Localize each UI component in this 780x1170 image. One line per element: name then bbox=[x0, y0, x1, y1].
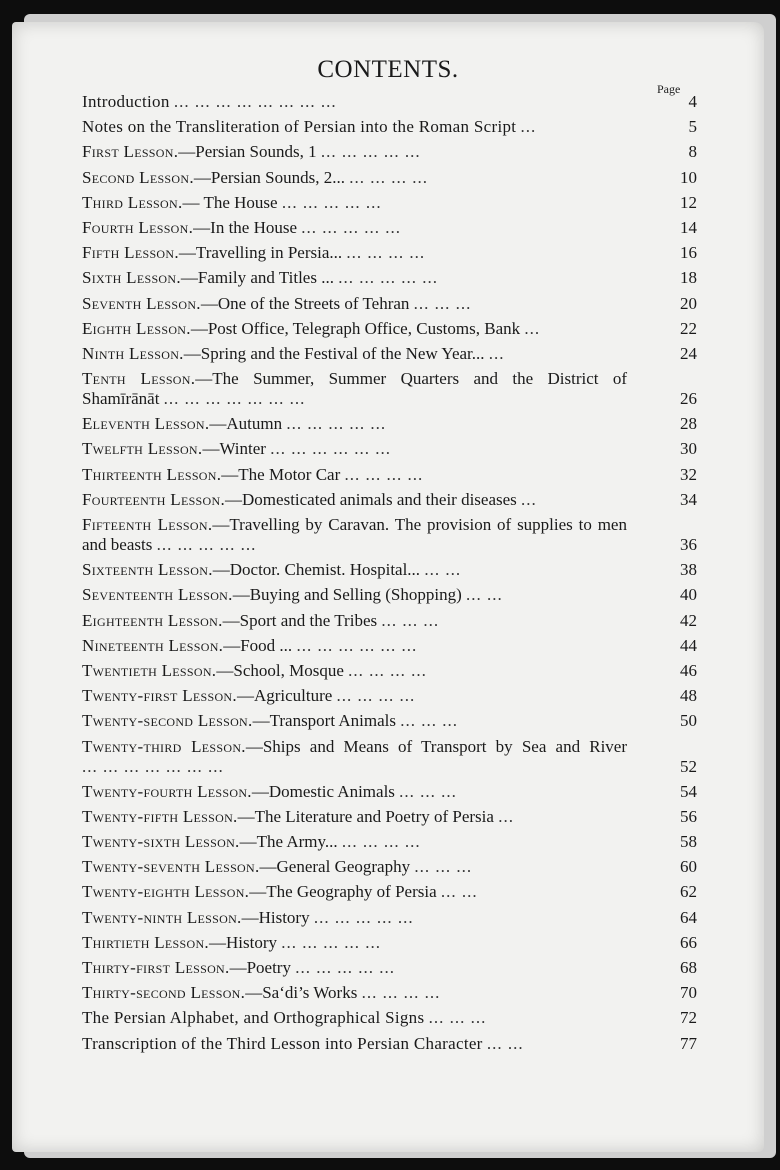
toc-entry-leader-dots: ... ... ... ... ... ... bbox=[296, 635, 418, 655]
toc-entry-title: —In the House bbox=[193, 217, 298, 237]
toc-entry-lead: Thirteenth Lesson. bbox=[82, 464, 222, 484]
toc-entry-page-number: 36 bbox=[680, 535, 697, 554]
toc-entry bbox=[82, 585, 697, 605]
toc-entry-text bbox=[82, 882, 697, 902]
toc-entry-text bbox=[82, 585, 697, 605]
toc-entry bbox=[82, 465, 697, 485]
toc-entry-leader-dots: ... ... bbox=[486, 1033, 524, 1053]
toc-entry-text bbox=[82, 268, 697, 288]
toc-entry-lead: Twenty-fourth Lesson. bbox=[82, 781, 252, 801]
toc-entry bbox=[82, 882, 697, 902]
toc-entry-title: —Winter bbox=[202, 439, 266, 459]
page-column-label: Page bbox=[657, 82, 681, 96]
toc-entry-leader-dots: ... ... ... bbox=[413, 293, 472, 313]
toc-entry-text bbox=[82, 983, 697, 1003]
toc-entry-leader-dots: ... ... ... ... ... ... bbox=[270, 439, 391, 459]
toc-entry-title: —Ships and Means of Transport by Sea and River bbox=[245, 736, 628, 756]
toc-entry-leader-dots: ... bbox=[520, 117, 537, 137]
toc-entry bbox=[82, 268, 697, 288]
toc-entry-text bbox=[82, 782, 697, 802]
toc-entry bbox=[82, 711, 697, 731]
toc-entry-leader-dots: ... ... ... ... bbox=[348, 660, 427, 680]
toc-entry-page-number: 20 bbox=[680, 293, 697, 313]
toc-entry bbox=[82, 92, 697, 112]
toc-entry-text bbox=[82, 369, 697, 409]
toc-entry-text bbox=[82, 857, 697, 877]
toc-entry-page-number: 42 bbox=[680, 610, 697, 630]
toc-entry-text bbox=[82, 636, 697, 656]
toc-entry-page-number: 62 bbox=[680, 882, 697, 902]
toc-entry-title: —One of the Streets of Tehran bbox=[200, 293, 410, 313]
toc-entry-text bbox=[82, 1008, 697, 1028]
toc-entry bbox=[82, 1034, 697, 1054]
toc-entry-title: —Transport Animals bbox=[252, 711, 396, 731]
toc-entry-lead: Twenty-first Lesson. bbox=[82, 686, 237, 706]
toc-entry-leader-dots: ... ... ... ... ... bbox=[286, 414, 387, 434]
toc-entry-title: —History bbox=[241, 907, 310, 927]
page-title: CONTENTS. bbox=[317, 56, 459, 83]
toc-entry-lead: Thirty-first Lesson. bbox=[82, 958, 230, 977]
toc-entry-lead: Sixteenth Lesson. bbox=[82, 560, 213, 580]
toc-entry bbox=[82, 319, 697, 339]
toc-entry-text bbox=[82, 515, 697, 555]
toc-entry bbox=[82, 686, 697, 706]
toc-entry-text bbox=[82, 218, 697, 238]
toc-entry-leader-dots: ... ... ... ... ... bbox=[281, 192, 382, 212]
toc-entry-title: —Travelling by Caravan. The provision of supplies to men and beasts bbox=[82, 515, 627, 554]
toc-entry-leader-dots: ... bbox=[521, 489, 537, 509]
toc-entry-title: —Sa‘di’s Works bbox=[245, 983, 358, 1003]
toc-entry-page-number: 4 bbox=[688, 92, 697, 111]
toc-entry-lead: First Lesson. bbox=[82, 142, 179, 162]
toc-entry-title: —Agriculture bbox=[236, 686, 333, 706]
toc-entry-leader-dots: ... ... ... ... ... ... ... bbox=[163, 389, 306, 409]
table-of-contents bbox=[82, 92, 697, 1059]
toc-entry bbox=[82, 807, 697, 827]
toc-entry-lead: Nineteenth Lesson. bbox=[82, 635, 224, 655]
toc-entry-page-number: 10 bbox=[680, 167, 697, 187]
toc-entry-text bbox=[82, 1034, 697, 1054]
toc-entry-text bbox=[82, 344, 697, 364]
toc-entry-page-number: 60 bbox=[680, 857, 697, 877]
toc-entry-leader-dots: ... ... ... ... ... bbox=[295, 958, 395, 977]
toc-entry bbox=[82, 933, 697, 953]
toc-entry-title: —School, Mosque bbox=[216, 660, 344, 680]
toc-entry-leader-dots: ... ... ... bbox=[399, 781, 457, 801]
toc-entry-title: —The Geography of Persia bbox=[249, 882, 437, 902]
toc-entry-lead: Twenty-eighth Lesson. bbox=[82, 882, 250, 902]
toc-entry-page-number: 28 bbox=[680, 414, 697, 434]
toc-entry-text bbox=[82, 414, 697, 434]
toc-entry-lead: Seventh Lesson. bbox=[82, 293, 201, 313]
toc-entry-title: —Food ... bbox=[223, 635, 293, 655]
toc-entry-page-number: 5 bbox=[688, 117, 697, 137]
toc-entry-leader-dots: ... ... ... ... ... ... ... ... bbox=[173, 92, 337, 111]
toc-entry-page-number: 70 bbox=[680, 983, 697, 1003]
toc-entry-leader-dots: ... bbox=[498, 806, 514, 826]
toc-entry-title: — The House bbox=[182, 192, 278, 212]
toc-entry-lead: Tenth Lesson. bbox=[82, 369, 196, 389]
toc-entry bbox=[82, 439, 697, 459]
toc-entry-page-number: 54 bbox=[680, 781, 697, 801]
toc-entry-lead: Eighteenth Lesson. bbox=[82, 610, 223, 630]
toc-entry-page-number: 50 bbox=[680, 711, 697, 731]
toc-entry-page-number: 46 bbox=[680, 660, 697, 680]
toc-entry bbox=[82, 560, 697, 580]
toc-entry-leader-dots: ... ... ... bbox=[400, 711, 458, 731]
toc-entry-title: —Sport and the Tribes bbox=[222, 610, 378, 630]
toc-entry-lead: Eleventh Lesson. bbox=[82, 414, 210, 434]
toc-entry-leader-dots: ... ... ... ... ... bbox=[156, 535, 257, 554]
toc-entry-title: —Travelling in Persia... bbox=[178, 243, 343, 263]
book-page bbox=[12, 22, 764, 1152]
toc-entry-page-number: 8 bbox=[688, 142, 697, 162]
toc-entry-leader-dots: ... ... ... ... bbox=[346, 243, 426, 263]
toc-entry-page-number: 52 bbox=[680, 756, 697, 776]
toc-entry-text bbox=[82, 711, 697, 731]
toc-entry-leader-dots: ... ... ... ... bbox=[344, 464, 424, 484]
toc-entry-text bbox=[82, 661, 697, 681]
toc-entry-text bbox=[82, 193, 697, 213]
toc-entry bbox=[82, 168, 697, 188]
toc-entry-lead: Ninth Lesson. bbox=[82, 343, 184, 363]
toc-entry-page-number: 72 bbox=[680, 1008, 697, 1028]
toc-entry-text bbox=[82, 737, 697, 777]
toc-entry-page-number: 34 bbox=[680, 489, 697, 509]
toc-entry-leader-dots: ... ... ... bbox=[414, 857, 473, 877]
toc-entry bbox=[82, 782, 697, 802]
toc-entry-title: —Buying and Selling (Shopping) bbox=[232, 585, 462, 605]
toc-entry-lead: Notes on the Transliteration of Persian into the Roman Script bbox=[82, 117, 517, 137]
toc-entry-lead: The Persian Alphabet, and Orthographical Signs bbox=[82, 1008, 425, 1028]
toc-entry-lead: Fifteenth Lesson. bbox=[82, 515, 213, 534]
toc-entry-text bbox=[82, 933, 697, 953]
toc-entry-text bbox=[82, 490, 697, 510]
toc-entry-lead: Twenty-sixth Lesson. bbox=[82, 832, 240, 852]
toc-entry-lead: Transcription of the Third Lesson into Persian Character bbox=[82, 1033, 483, 1053]
toc-entry-page-number: 16 bbox=[680, 243, 697, 263]
toc-entry-text bbox=[82, 908, 697, 928]
toc-entry-title: —General Geography bbox=[259, 857, 411, 877]
toc-entry-page-number: 40 bbox=[680, 585, 697, 605]
toc-entry-title: —Domestic Animals bbox=[251, 781, 395, 801]
toc-entry-title: —Post Office, Telegraph Office, Customs, Bank bbox=[190, 318, 521, 338]
toc-entry-text bbox=[82, 243, 697, 263]
toc-entry-title: —Autumn bbox=[209, 414, 283, 434]
toc-entry-page-number: 44 bbox=[680, 635, 697, 655]
toc-entry-page-number: 26 bbox=[680, 389, 697, 409]
toc-entry bbox=[82, 243, 697, 263]
toc-entry-lead: Twentieth Lesson. bbox=[82, 660, 217, 680]
toc-entry-leader-dots: ... ... bbox=[424, 560, 462, 580]
toc-entry-text bbox=[82, 142, 697, 162]
toc-entry bbox=[82, 983, 697, 1003]
toc-entry-title: —Poetry bbox=[229, 958, 291, 977]
toc-entry-leader-dots: ... ... ... ... bbox=[336, 686, 416, 706]
toc-entry bbox=[82, 369, 697, 409]
toc-entry-title: —The Summer, Summer Quarters and the District of Shamīrānāt bbox=[82, 369, 627, 409]
toc-entry-page-number: 14 bbox=[680, 217, 697, 237]
toc-entry bbox=[82, 344, 697, 364]
toc-entry-text bbox=[82, 439, 697, 459]
toc-entry-leader-dots: ... ... ... ... bbox=[361, 983, 441, 1003]
toc-entry bbox=[82, 193, 697, 213]
toc-entry-page-number: 22 bbox=[680, 318, 697, 338]
toc-entry-leader-dots: ... ... ... ... bbox=[349, 167, 429, 187]
toc-entry-title: —The Motor Car bbox=[221, 464, 341, 484]
toc-entry-text bbox=[82, 958, 697, 978]
toc-entry-lead: Eighth Lesson. bbox=[82, 318, 191, 338]
toc-entry-lead: Second Lesson. bbox=[82, 167, 194, 187]
toc-entry-leader-dots: ... ... ... ... ... bbox=[313, 907, 414, 927]
toc-entry-page-number: 58 bbox=[680, 832, 697, 852]
toc-entry-page-number: 77 bbox=[680, 1033, 697, 1053]
toc-entry-lead: Fourth Lesson. bbox=[82, 217, 194, 237]
toc-entry-title: —The Literature and Poetry of Persia bbox=[237, 806, 494, 826]
toc-entry-lead: Twelfth Lesson. bbox=[82, 439, 203, 459]
toc-entry-page-number: 66 bbox=[680, 932, 697, 952]
toc-entry-page-number: 32 bbox=[680, 464, 697, 484]
toc-entry-leader-dots: ... ... ... ... ... bbox=[301, 217, 402, 237]
toc-entry-lead: Sixth Lesson. bbox=[82, 268, 181, 288]
toc-entry-leader-dots: ... ... ... ... bbox=[341, 832, 421, 852]
toc-entry-text bbox=[82, 465, 697, 485]
toc-entry-leader-dots: ... ... ... ... ... ... ... bbox=[82, 756, 224, 776]
toc-entry bbox=[82, 958, 697, 978]
toc-entry-leader-dots: ... ... bbox=[465, 585, 503, 605]
toc-entry-text bbox=[82, 832, 697, 852]
toc-entry-leader-dots: ... ... ... ... ... bbox=[281, 932, 381, 952]
toc-entry bbox=[82, 117, 697, 137]
toc-entry-leader-dots: ... ... ... ... ... bbox=[338, 268, 438, 288]
toc-entry bbox=[82, 636, 697, 656]
toc-entry-lead: Introduction bbox=[82, 92, 170, 111]
toc-entry bbox=[82, 908, 697, 928]
toc-entry-leader-dots: ... ... bbox=[440, 882, 478, 902]
toc-entry-page-number: 68 bbox=[680, 958, 697, 977]
toc-entry-text bbox=[82, 294, 697, 314]
toc-entry-lead: Thirtieth Lesson. bbox=[82, 932, 209, 952]
toc-entry bbox=[82, 857, 697, 877]
toc-entry-lead: Fourteenth Lesson. bbox=[82, 489, 226, 509]
toc-entry-page-number: 24 bbox=[680, 343, 697, 363]
toc-entry-text bbox=[82, 117, 697, 137]
toc-entry bbox=[82, 515, 697, 555]
toc-entry-page-number: 18 bbox=[680, 268, 697, 288]
toc-entry-leader-dots: ... bbox=[524, 318, 541, 338]
toc-entry-leader-dots: ... ... ... bbox=[381, 610, 440, 630]
toc-entry-leader-dots: ... bbox=[488, 343, 505, 363]
toc-entry-title: —Spring and the Festival of the New Year... bbox=[183, 343, 485, 363]
toc-entry-page-number: 64 bbox=[680, 907, 697, 927]
toc-entry-lead: Seventeenth Lesson. bbox=[82, 585, 233, 605]
toc-entry-lead: Thirty-second Lesson. bbox=[82, 983, 246, 1003]
toc-entry-title: —Doctor. Chemist. Hospital... bbox=[212, 560, 421, 580]
toc-entry-text bbox=[82, 807, 697, 827]
toc-entry-lead: Twenty-ninth Lesson. bbox=[82, 907, 242, 927]
toc-entry bbox=[82, 414, 697, 434]
toc-entry-text bbox=[82, 168, 697, 188]
toc-entry-text bbox=[82, 686, 697, 706]
toc-entry-text bbox=[82, 319, 697, 339]
toc-entry bbox=[82, 661, 697, 681]
toc-entry-leader-dots: ... ... ... ... ... bbox=[320, 142, 421, 162]
toc-entry-leader-dots: ... ... ... bbox=[428, 1008, 487, 1028]
toc-entry-text bbox=[82, 92, 697, 112]
toc-entry-lead: Third Lesson. bbox=[82, 192, 183, 212]
toc-entry-lead: Twenty-seventh Lesson. bbox=[82, 857, 260, 877]
toc-entry bbox=[82, 218, 697, 238]
toc-entry-title: —Persian Sounds, 1 bbox=[178, 142, 317, 162]
toc-entry-title: —The Army... bbox=[239, 832, 338, 852]
toc-entry-page-number: 30 bbox=[680, 439, 697, 459]
toc-entry-lead: Twenty-second Lesson. bbox=[82, 711, 253, 731]
toc-entry-lead: Fifth Lesson. bbox=[82, 243, 179, 263]
toc-entry-title: —History bbox=[208, 932, 277, 952]
toc-entry-title: —Family and Titles ... bbox=[180, 268, 334, 288]
toc-entry bbox=[82, 611, 697, 631]
toc-entry-title: —Persian Sounds, 2... bbox=[193, 167, 346, 187]
toc-entry-text bbox=[82, 560, 697, 580]
toc-entry-lead: Twenty-third Lesson. bbox=[82, 736, 246, 756]
toc-entry-lead: Twenty-fifth Lesson. bbox=[82, 806, 238, 826]
toc-entry bbox=[82, 737, 697, 777]
toc-entry bbox=[82, 142, 697, 162]
toc-entry bbox=[82, 1008, 697, 1028]
toc-entry bbox=[82, 490, 697, 510]
toc-entry-page-number: 38 bbox=[680, 560, 697, 580]
toc-entry-page-number: 12 bbox=[680, 192, 697, 212]
toc-entry bbox=[82, 832, 697, 852]
toc-entry-title: —Domesticated animals and their diseases bbox=[225, 489, 517, 509]
toc-entry-text bbox=[82, 611, 697, 631]
toc-entry-page-number: 56 bbox=[680, 806, 697, 826]
toc-entry bbox=[82, 294, 697, 314]
toc-entry-page-number: 48 bbox=[680, 686, 697, 706]
